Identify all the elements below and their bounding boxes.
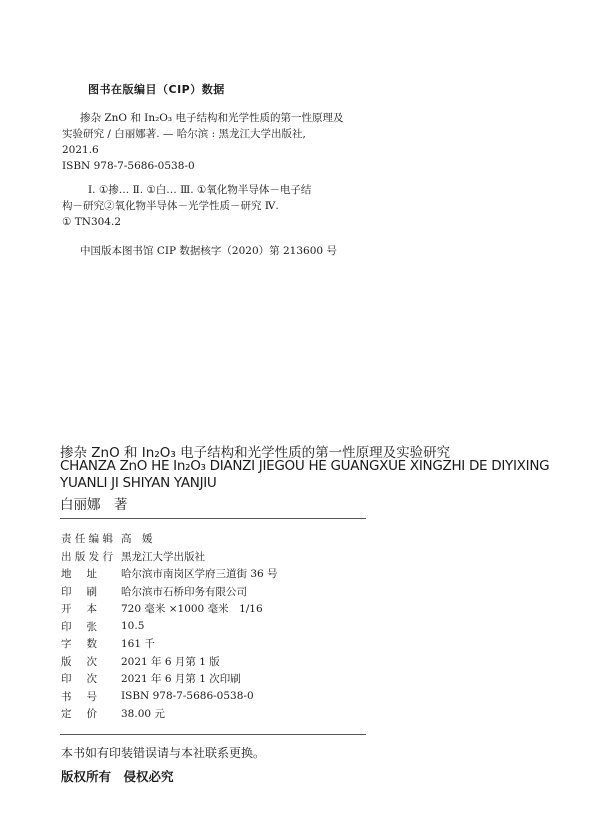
imprint-value: 哈尔滨市石桥印务有限公司 [121,585,247,598]
imprint-label [61,566,97,581]
imprint-value: 161 千 [121,638,155,651]
imprint-value: 720 毫米 ×1000 毫米 1/16 [121,603,263,616]
imprint-row [61,583,278,601]
imprint-label-char: 地 [61,568,72,581]
imprint-label-char: 价 [86,708,97,721]
imprint-label-char: 任 [74,533,86,546]
cip-isbn: ISBN 978-7-5686-0538-0 [62,160,195,172]
cip-subject-line: Ⅰ. ①掺… Ⅱ. ①白… Ⅲ. ①氧化物半导体－电子结 [88,184,312,196]
imprint-label-char: 址 [86,568,97,581]
imprint-value: 10.5 [121,620,145,633]
cip-heading: 图书在版编目（CIP）数据 [88,83,225,96]
cip-classification: ① TN304.2 [62,216,122,228]
imprint-label-char: 版 [74,550,86,563]
imprint-row [61,530,278,548]
imprint-row [61,670,278,688]
cip-subject-line: 构－研究②氧化物半导体－光学性质－研究 Ⅳ. [62,200,279,212]
imprint-label-char: 辑 [102,533,113,546]
imprint-value: 高 媛 [121,533,153,546]
replacement-notice: 本书如有印装错误请与本社联系更换。 [61,746,266,760]
imprint-value: 哈尔滨市南岗区学府三道街 36 号 [121,568,278,581]
book-title-pinyin: CHANZA ZnO HE In₂O₃ DIANZI JIEGOU HE GUANGXUE XINGZHI DE DIYIXING [60,458,550,474]
imprint-label [61,619,97,634]
imprint-row [61,548,278,566]
imprint-label-char: 数 [86,638,97,651]
imprint-row [61,565,278,583]
imprint-label-char: 刷 [86,585,97,598]
imprint-label [61,689,97,704]
book-title-pinyin: YUANLI JI SHIYAN YANJIU [60,475,217,491]
imprint-label-char: 书 [61,690,72,703]
imprint-row [61,600,278,618]
imprint-label-char: 本 [86,603,97,616]
imprint-label-char: 印 [61,673,72,686]
imprint-label-char: 出 [61,550,72,563]
imprint-label-char: 版 [61,655,72,668]
imprint-value: 2021 年 6 月第 1 次印刷 [121,673,241,686]
imprint-table [61,530,278,723]
imprint-label-char: 印 [61,585,72,598]
imprint-label-char: 编 [88,533,100,546]
cip-date: 2021.6 [62,144,99,156]
imprint-label [61,671,97,686]
imprint-value: ISBN 978-7-5686-0538-0 [121,690,254,703]
imprint-label-char: 定 [61,708,72,721]
imprint-row [61,635,278,653]
imprint-label [61,636,97,651]
imprint-label [61,531,113,546]
imprint-label-char: 号 [86,690,97,703]
imprint-label-char: 字 [61,638,72,651]
copyright-notice: 版权所有 侵权必究 [61,769,174,784]
divider [60,518,366,519]
cip-record-number: 中国版本图书馆 CIP 数据核字（2020）第 213600 号 [80,245,337,257]
imprint-label [61,654,97,669]
imprint-row [61,618,278,636]
imprint-label-char: 印 [61,620,72,633]
book-title-chinese: 掺杂 ZnO 和 In₂O₃ 电子结构和光学性质的第一性原理及实验研究 [60,445,451,461]
divider [60,734,366,735]
imprint-label [61,601,97,616]
imprint-label-char: 张 [86,620,97,633]
imprint-label-char: 发 [88,550,100,563]
imprint-value: 38.00 元 [121,708,165,721]
imprint-label [61,549,113,564]
imprint-label [61,584,97,599]
imprint-label-char: 次 [86,655,97,668]
imprint-row [61,653,278,671]
imprint-label-char: 次 [86,673,97,686]
imprint-row [61,688,278,706]
imprint-label-char: 开 [61,603,72,616]
cip-title-line: 实验研究 / 白丽娜著. — 哈尔滨 : 黑龙江大学出版社, [62,128,306,140]
imprint-label-char: 责 [61,533,72,546]
cip-title-line: 掺杂 ZnO 和 In₂O₃ 电子结构和光学性质的第一性原理及 [80,112,344,124]
imprint-value: 黑龙江大学出版社 [121,550,205,563]
imprint-row [61,705,278,723]
imprint-label-char: 行 [102,550,113,563]
imprint-value: 2021 年 6 月第 1 版 [121,655,220,668]
book-author: 白丽娜 著 [60,497,128,513]
imprint-label [61,706,97,721]
